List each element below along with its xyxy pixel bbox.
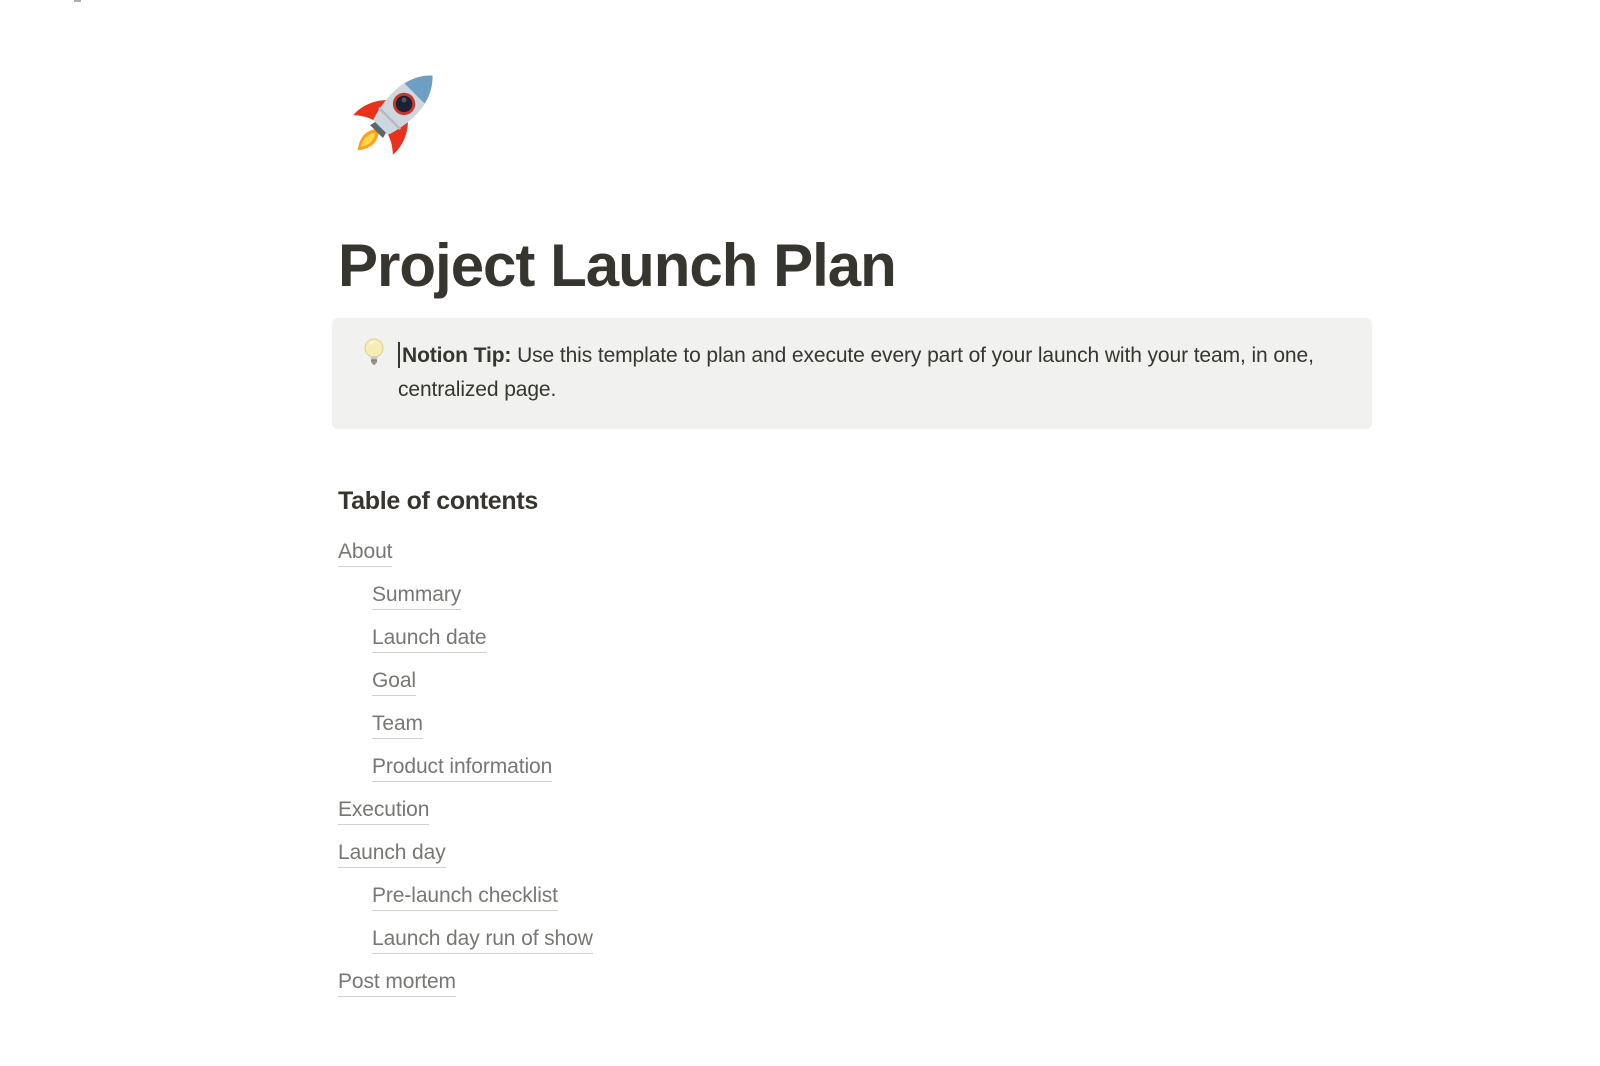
toc-link-team[interactable]: Team: [372, 712, 423, 739]
toc-link-pre-launch-checklist[interactable]: Pre-launch checklist: [372, 884, 558, 911]
toc-link-goal[interactable]: Goal: [372, 669, 416, 696]
page-title[interactable]: Project Launch Plan: [338, 232, 896, 299]
callout-body-text: Use this template to plan and execute every part of your launch with your team, in one, centralized page.: [398, 344, 1314, 401]
rocket-icon: [340, 155, 452, 172]
toc-link-post-mortem[interactable]: Post mortem: [338, 970, 456, 997]
toc-heading[interactable]: Table of contents: [338, 487, 539, 515]
callout-text[interactable]: [398, 339, 1328, 407]
toc-link-summary[interactable]: Summary: [372, 583, 461, 610]
toc-row: [0, 661, 1040, 704]
toc-row: [0, 876, 1040, 919]
toc-row: [0, 532, 1040, 575]
toc-link-launch-day[interactable]: Launch day: [338, 841, 446, 868]
toc-row: [0, 704, 1040, 747]
notion-tip-callout: [332, 318, 1372, 429]
table-of-contents: [0, 532, 1040, 1005]
callout-bold-label: Notion Tip:: [402, 344, 512, 367]
toc-row: [0, 790, 1040, 833]
toc-link-execution[interactable]: Execution: [338, 798, 429, 825]
toc-row: [0, 575, 1040, 618]
toc-link-launch-date[interactable]: Launch date: [372, 626, 487, 653]
toc-link-product-information[interactable]: Product information: [372, 755, 552, 782]
toc-row: [0, 962, 1040, 1005]
rocket-page-icon[interactable]: [340, 56, 452, 168]
toc-link-about[interactable]: About: [338, 540, 392, 567]
text-cursor: [398, 342, 400, 368]
toc-link-launch-day-run-of-show[interactable]: Launch day run of show: [372, 927, 593, 954]
light-bulb-icon: [362, 337, 386, 369]
toc-row: [0, 618, 1040, 661]
toc-row: [0, 747, 1040, 790]
toc-row: [0, 919, 1040, 962]
toc-row: [0, 833, 1040, 876]
cropped-ui-fragment: [74, 0, 81, 2]
